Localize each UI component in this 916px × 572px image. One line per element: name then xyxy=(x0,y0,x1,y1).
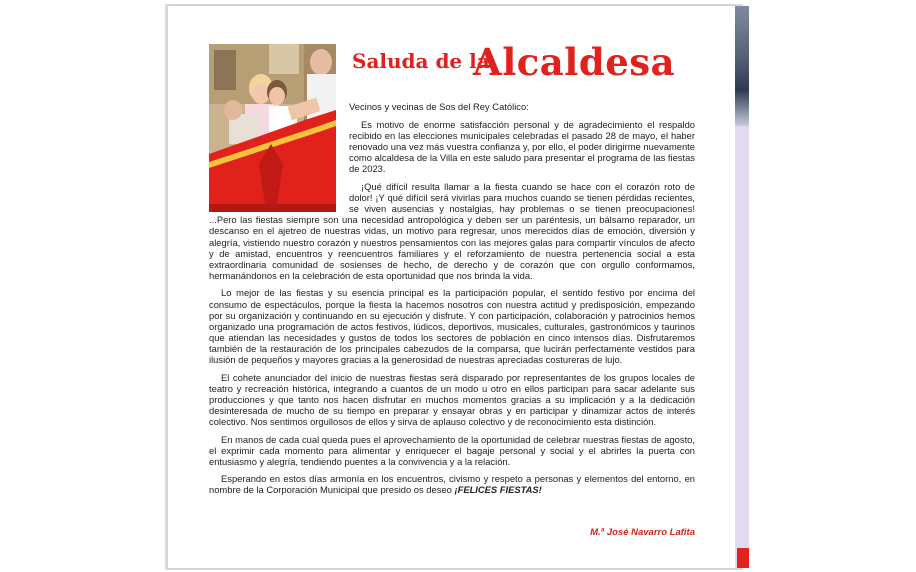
letter-paragraph: El cohete anunciador del inicio de nuestras fiestas será disparado por representantes de los grupos locales de teatro y recreación histórica, integrando a cuantos de un modo u otro en ellos participan para sacar adelante sus producciones y que tanto nos hacen disfrutar en muchos momentos gracias a su implicación y a la dedicación desinteresada de mucho de su tiempo en preparar y ensayar obras y en participar y dinamizar actos de interés colectivo. Nos sentimos orgullosos de ellos y sirva de aplauso colectivo y de reconocimiento esta distinción. xyxy=(209,371,695,427)
title-prefix: Saluda de la xyxy=(352,49,490,73)
photo-wrap-spacer xyxy=(209,101,349,213)
title-main: Alcaldesa xyxy=(473,40,676,84)
red-tab xyxy=(737,548,749,568)
magazine-page xyxy=(168,6,735,568)
next-page-edge xyxy=(735,6,749,126)
felices-fiestas: ¡FELICES FIESTAS! xyxy=(454,484,542,496)
page-title xyxy=(352,40,697,92)
letter-paragraph: Lo mejor de las fiestas y su esencia principal es la participación popular, el sentido festivo por encima del consumo de espectáculos, porque la fiesta la hacemos nosotros con nuestra actitud y predisposición, empezando por su organización y continuando en su ejecución y disfrute. Y con participación, colaboración y patrocinios hemos organizado una programación de actos festivos, lúdicos, deportivos, musicales, culturales, gastronómicos y taurinos que atiendan las necesidades y gustos de todos los sectores de población en cinco intensos días. Disfrutaremos también de la restauración de los principales cabezudos de la comparsa, que lucirán perfectamente vestidos para ilusión de pequeños y mayores gracias a la generosidad de nuestras apreciadas costureras de lujo. xyxy=(209,287,695,365)
signature: M.ª José Navarro Lafita xyxy=(590,527,695,538)
letter-body xyxy=(209,101,695,502)
letter-paragraph: ¡Qué difícil resulta llamar a la fiesta cuando se hace con el corazón roto de dolor! ¡Y qué difícil será vivirlas para muchos cuando se tienen pérdidas recientes, se viven ausencias y nostalgias, hay problemas o se tienen preocupaciones! ...Pero las fiestas siempre son una necesidad antropológica y deben ser un paréntesis, un bálsamo reparador, un descanso en el ajetreo de nuestras vidas, un motivo para regresar, unos merecidos días de emoción, diversión y alegría, vistiendo nuestro corazón y nuestros pensamientos con las mejores galas para compartir vínculos de afecto y de amistad, encuentros y reencuentros familiares y el reforzamiento de nuestra pertenencia social a esta extraordinaria comunidad de sosienses de hecho, de derecho y de corazón que con orgullo conformamos, hermanándonos en la celebración de esta oportunidad que nos brinda la vida. xyxy=(209,181,695,281)
letter-closing xyxy=(209,473,695,495)
letter-paragraph: En manos de cada cual queda pues el aprovechamiento de la oportunidad de celebrar nuestras fiestas de agosto, el exprimir cada momento para alimentar y enriquecer el bagaje personal y social y el abrirles la puerta con entusiasmo y alegría, tendiendo puentes a la convivencia y a la relación. xyxy=(209,433,695,467)
letter-closing-text: Esperando en estos días armonía en los encuentros, civismo y respeto a personas y elementos del entorno, en nombre de la Corporación Municipal que presido os deseo xyxy=(209,473,695,496)
letter-paragraph: Es motivo de enorme satisfacción personal y de agradecimiento el respaldo recibido en las elecciones municipales celebradas el pasado 28 de mayo, el haber renovado una vez más vuestra confianza y, por ello, el poder dirigirme nuevamente como alcaldesa de la Villa en este saludo para presentar el programa de las fiestas de 2023. xyxy=(349,119,695,175)
letter-greeting: Vecinos y vecinas de Sos del Rey Católico: xyxy=(349,101,529,112)
